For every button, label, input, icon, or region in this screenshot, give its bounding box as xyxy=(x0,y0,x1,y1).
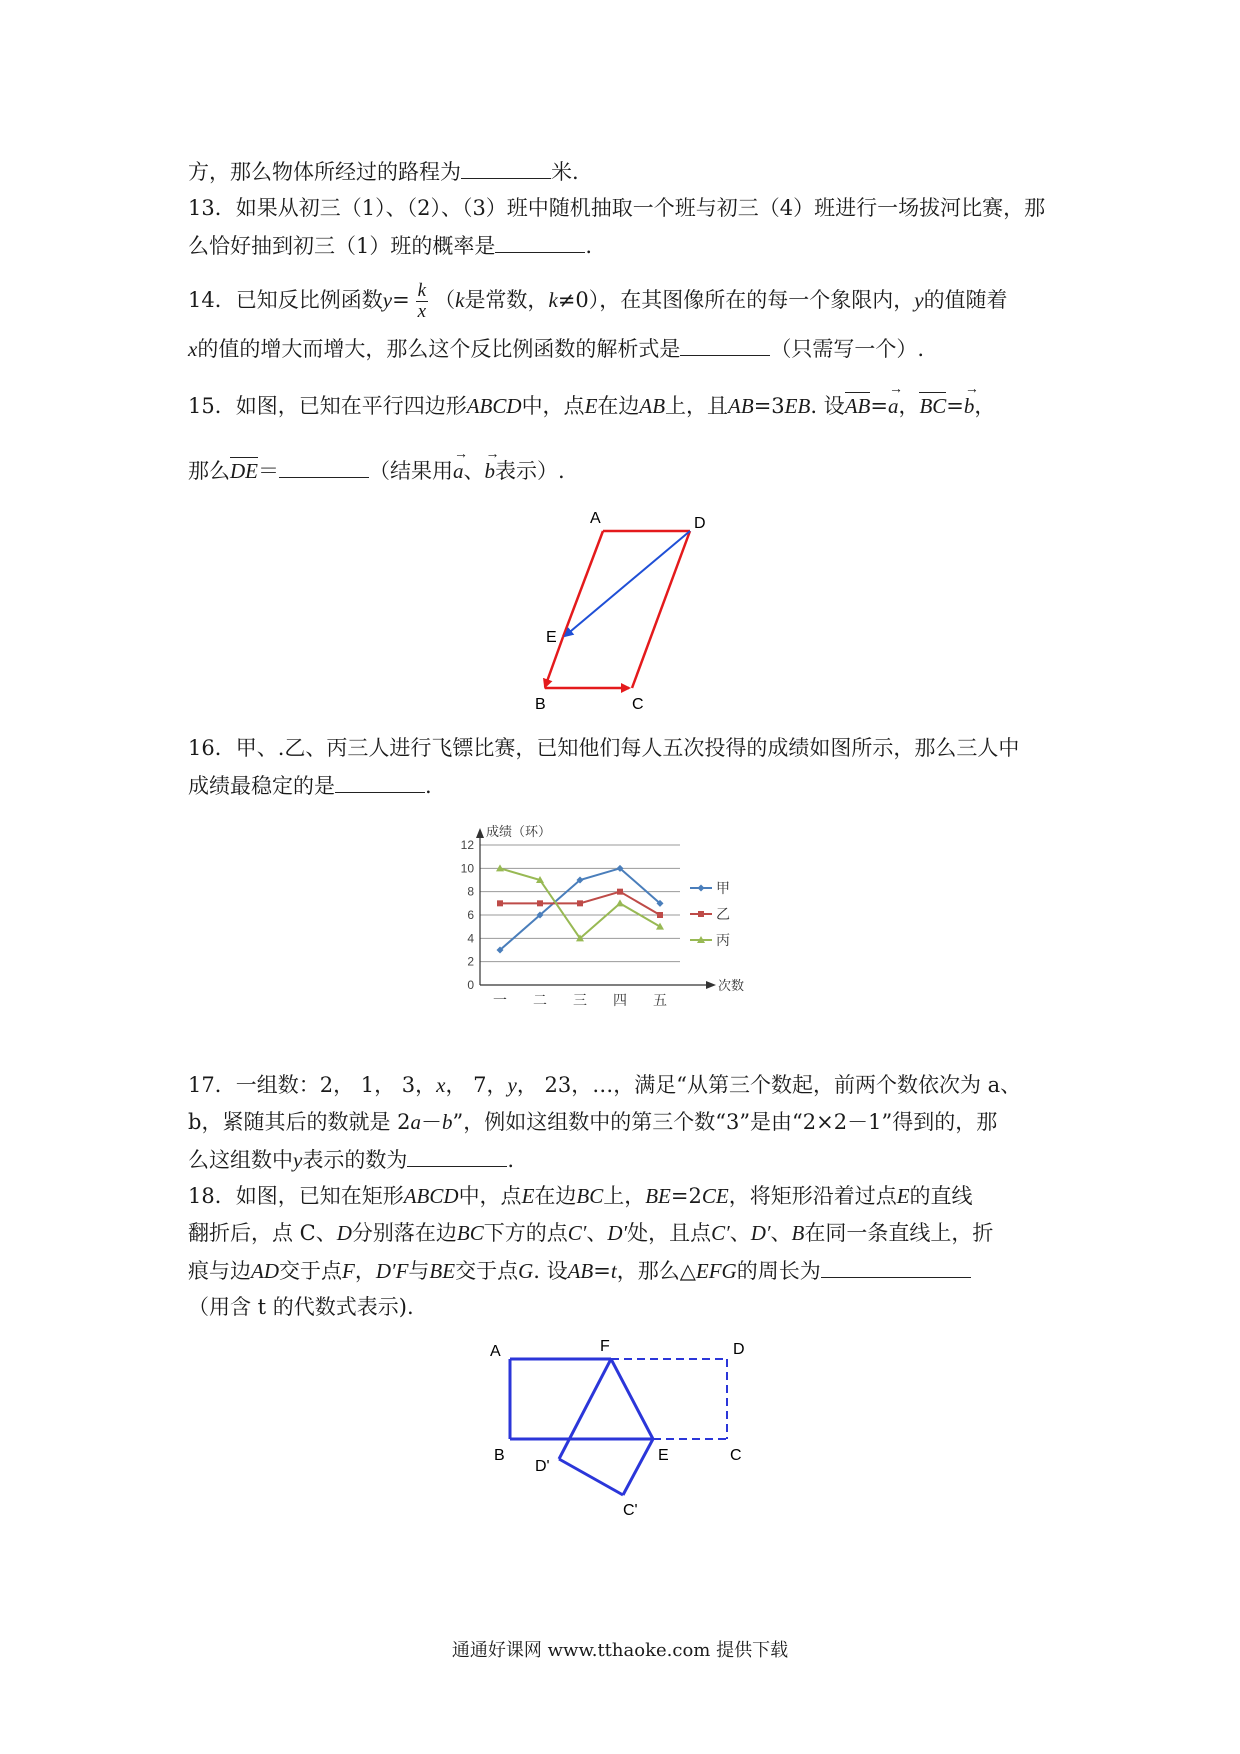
data-point xyxy=(496,864,504,871)
q15-text: 在边 xyxy=(597,394,640,418)
var-y: y xyxy=(293,1148,303,1172)
var-x: x xyxy=(436,1073,446,1097)
q17-text: ， 7， xyxy=(445,1073,508,1097)
q13-text: 么恰好抽到初三（1）班的概率是 xyxy=(188,234,496,258)
paren: （ xyxy=(434,288,456,312)
q15-text: 上，且 xyxy=(665,394,729,418)
q18-line4: （用含 t 的代数式表示). xyxy=(188,1295,414,1319)
parallelogram-figure xyxy=(520,505,720,715)
q15-text: 表示）. xyxy=(495,459,565,483)
numerator: k xyxy=(417,280,427,301)
comma: ， xyxy=(974,394,996,418)
equals: = xyxy=(946,394,964,418)
data-point xyxy=(537,900,543,906)
var-abcd: ABCD xyxy=(403,1184,459,1208)
q14-text3: ≠0），在其图像所在的每一个象限内， xyxy=(557,288,915,312)
q13-line1: 13．如果从初三（1）、（2）、（3）班中随机抽取一个班与初三（4）班进行一场拔河比赛，那 xyxy=(188,196,1046,220)
q18-text: =2 xyxy=(670,1184,702,1208)
var-b: b xyxy=(441,1110,453,1134)
y-tick-label: 12 xyxy=(460,838,474,852)
var-e: E xyxy=(896,1184,910,1208)
x-tick-label: 一 xyxy=(493,992,507,1008)
q12-unit: 米. xyxy=(551,160,579,184)
var-efg: EFG xyxy=(695,1259,737,1283)
fraction-k-over-x xyxy=(416,281,428,322)
var-f: F xyxy=(342,1259,355,1283)
q14-text2: 是常数， xyxy=(464,288,549,312)
y-axis-title: 成绩（环） xyxy=(486,824,552,839)
q18-text: 分别落在边 xyxy=(351,1221,457,1245)
q18-text: 在同一条直线上，折 xyxy=(804,1221,994,1245)
label-b: B xyxy=(535,696,546,713)
equals: = xyxy=(593,1259,611,1283)
denominator: x xyxy=(417,301,427,322)
vector-de: DE xyxy=(230,456,258,486)
q18-text: . 设 xyxy=(533,1259,568,1283)
legend-marker xyxy=(698,911,704,917)
var-d: D xyxy=(336,1221,352,1245)
var-e: E xyxy=(584,394,598,418)
var-d-prime-f: D′F xyxy=(375,1259,409,1283)
var-x: x xyxy=(188,337,198,361)
vector-a: → a xyxy=(888,387,899,421)
y-tick-label: 4 xyxy=(467,931,474,946)
y-tick-label: 10 xyxy=(460,861,474,876)
q14-text4: 的值随着 xyxy=(923,288,1008,312)
segment-c-prime-e xyxy=(623,1439,653,1495)
answer-blank xyxy=(821,1255,971,1278)
x-tick-label: 五 xyxy=(653,992,667,1008)
data-point xyxy=(617,889,623,895)
var-ab: AB xyxy=(567,1259,594,1283)
rectangle-fold-figure xyxy=(480,1335,760,1520)
q18-text: 交于点 xyxy=(279,1259,342,1283)
var-be: BE xyxy=(429,1259,456,1283)
q15-text: 15．如图，已知在平行四边形 xyxy=(188,394,467,418)
q17-text: b，紧随其后的数就是 2 xyxy=(188,1110,411,1134)
y-tick-label: 8 xyxy=(467,884,474,899)
q18-text: 处，且点 xyxy=(627,1221,712,1245)
answer-blank xyxy=(461,156,551,179)
answer-blank xyxy=(495,230,585,253)
separator: 、 xyxy=(729,1221,751,1245)
var-k: k xyxy=(548,288,558,312)
label-e: E xyxy=(658,1447,669,1464)
q13-end: . xyxy=(585,234,593,258)
separator: 、 xyxy=(463,459,485,483)
q17-line2 xyxy=(188,1107,1058,1137)
vector-bc: BC xyxy=(919,391,946,421)
comma: ， xyxy=(898,394,920,418)
q18-text: 的直线 xyxy=(909,1184,973,1208)
legend-label: 甲 xyxy=(716,880,730,896)
x-tick-label: 三 xyxy=(573,992,587,1008)
var-bc: BC xyxy=(576,1184,604,1208)
legend-marker xyxy=(698,885,705,892)
x-tick-label: 二 xyxy=(533,992,547,1008)
q13-line2 xyxy=(188,230,1058,261)
answer-blank xyxy=(335,770,425,793)
q17-text: ”，例如这组数中的第三个数“3”是由“2×2－1”得到的，那 xyxy=(452,1110,998,1134)
label-c-prime: C' xyxy=(623,1502,638,1519)
q15-line1 xyxy=(188,387,1058,421)
q18-text: 中，点 xyxy=(458,1184,522,1208)
label-f: F xyxy=(600,1338,610,1355)
var-b: B xyxy=(791,1221,805,1245)
q16-text: 成绩最稳定的是 xyxy=(188,774,335,798)
q18-line1 xyxy=(188,1181,1058,1211)
q18-text: ，那么△ xyxy=(616,1259,696,1283)
q18-line3 xyxy=(188,1255,1058,1286)
data-point xyxy=(497,900,503,906)
separator: 、 xyxy=(770,1221,792,1245)
q15-line2 xyxy=(188,452,1058,486)
var-a: a xyxy=(410,1110,421,1134)
y-tick-label: 6 xyxy=(467,908,474,922)
q18-text: 下方的点 xyxy=(483,1221,568,1245)
q14-text5: 的值的增大而增大，那么这个反比例函数的解析式是 xyxy=(197,337,681,361)
q18-text: 18．如图，已知在矩形 xyxy=(188,1184,404,1208)
q14-text: 14．已知反比例函数 xyxy=(188,288,383,312)
q12-text: 方，那么物体所经过的路程为 xyxy=(188,160,461,184)
score-line-chart xyxy=(455,820,800,1040)
answer-blank xyxy=(407,1144,507,1167)
q14-line1 xyxy=(188,278,1058,322)
label-b: B xyxy=(494,1447,505,1464)
q15-text: =3 xyxy=(753,394,785,418)
var-e: E xyxy=(521,1184,535,1208)
x-axis-title: 次数 xyxy=(718,978,745,993)
var-be: BE xyxy=(645,1184,671,1208)
q18-text: 交于点 xyxy=(455,1259,519,1283)
var-y: y xyxy=(507,1073,517,1097)
q17-text: 么这组数中 xyxy=(188,1148,293,1172)
q15-text: 中，点 xyxy=(521,394,585,418)
label-c: C xyxy=(730,1447,742,1464)
q15-text: . 设 xyxy=(810,394,845,418)
label-d: D xyxy=(694,515,706,532)
var-abcd: ABCD xyxy=(466,394,522,418)
var-d-prime: D′ xyxy=(750,1221,771,1245)
crease-fe xyxy=(611,1359,653,1439)
q14-text6: （只需写一个）. xyxy=(770,337,925,361)
q18-line2 xyxy=(188,1218,1058,1248)
var-d-prime: D′ xyxy=(607,1221,628,1245)
q18-text: ， xyxy=(354,1259,376,1283)
data-point xyxy=(616,899,624,906)
y-tick-label: 0 xyxy=(467,978,474,992)
vector-b: → b xyxy=(485,452,496,486)
var-ad: AD xyxy=(251,1259,279,1283)
label-c: C xyxy=(632,696,644,713)
var-eb: EB xyxy=(784,394,811,418)
label-e: E xyxy=(546,629,557,646)
var-c-prime: C′ xyxy=(711,1221,730,1245)
var-ab: AB xyxy=(728,394,754,418)
q16-line1: 16．甲、.乙、丙三人进行飞镖比赛，已知他们每人五次投得的成绩如图所示，那么三人中 xyxy=(188,736,1020,760)
q15-text: 那么 xyxy=(188,459,230,483)
equals: ＝ xyxy=(258,459,279,483)
q12-tail xyxy=(188,156,1058,187)
label-a: A xyxy=(490,1343,501,1360)
q17-end: . xyxy=(507,1148,515,1172)
q14-line2 xyxy=(188,333,1058,364)
answer-blank xyxy=(680,333,770,356)
q15-text: （结果用 xyxy=(369,459,453,483)
q18-text: 上， xyxy=(603,1184,646,1208)
q18-text: 在边 xyxy=(534,1184,577,1208)
var-c-prime: C′ xyxy=(567,1221,587,1245)
q18-text: 的周长为 xyxy=(736,1259,821,1283)
legend-label: 丙 xyxy=(716,932,730,948)
data-point xyxy=(657,912,663,918)
equals: = xyxy=(870,394,888,418)
data-point xyxy=(577,900,583,906)
vector-a: → a xyxy=(453,452,464,486)
x-axis-arrow xyxy=(706,981,716,989)
y-axis-arrow xyxy=(476,828,484,838)
segment-fd-prime xyxy=(559,1359,611,1459)
label-a: A xyxy=(590,510,601,527)
label-d-prime: D' xyxy=(535,1458,550,1475)
q17-text: ， 23，…，满足“从第三个数起，前两个数依次为 a、 xyxy=(516,1073,1022,1097)
var-ce: CE xyxy=(701,1184,729,1208)
var-t: t xyxy=(610,1259,617,1283)
segment-d-prime-c-prime xyxy=(559,1459,623,1495)
separator: 、 xyxy=(586,1221,608,1245)
label-d: D xyxy=(733,1341,745,1358)
var-y: y xyxy=(914,288,924,312)
q16-line2 xyxy=(188,770,1058,801)
answer-blank xyxy=(279,455,369,478)
footer-source: 通通好课网 www.tthaoke.com 提供下载 xyxy=(451,1640,789,1661)
q17-text: 表示的数为 xyxy=(302,1148,408,1172)
q17-line3 xyxy=(188,1144,1058,1175)
vector-b: → b xyxy=(964,387,975,421)
x-tick-label: 四 xyxy=(613,992,627,1008)
equals: = xyxy=(392,288,410,312)
vector-ab: AB xyxy=(845,391,871,421)
minus: － xyxy=(420,1110,442,1134)
q18-text: 翻折后，点 C、 xyxy=(188,1221,337,1245)
q17-text: 17．一组数：2， 1， 3， xyxy=(188,1073,437,1097)
var-g: G xyxy=(518,1259,534,1283)
q18-text: 与 xyxy=(408,1259,430,1283)
q17-line1 xyxy=(188,1070,1058,1100)
legend-label: 乙 xyxy=(716,906,730,922)
var-k: k xyxy=(455,288,465,312)
q18-text: ，将矩形沿着过点 xyxy=(728,1184,897,1208)
var-y: y xyxy=(382,288,393,312)
y-tick-label: 2 xyxy=(467,954,474,969)
q18-text: 痕与边 xyxy=(188,1259,251,1283)
var-ab: AB xyxy=(639,394,666,418)
q16-end: . xyxy=(425,774,432,798)
var-bc: BC xyxy=(456,1221,484,1245)
